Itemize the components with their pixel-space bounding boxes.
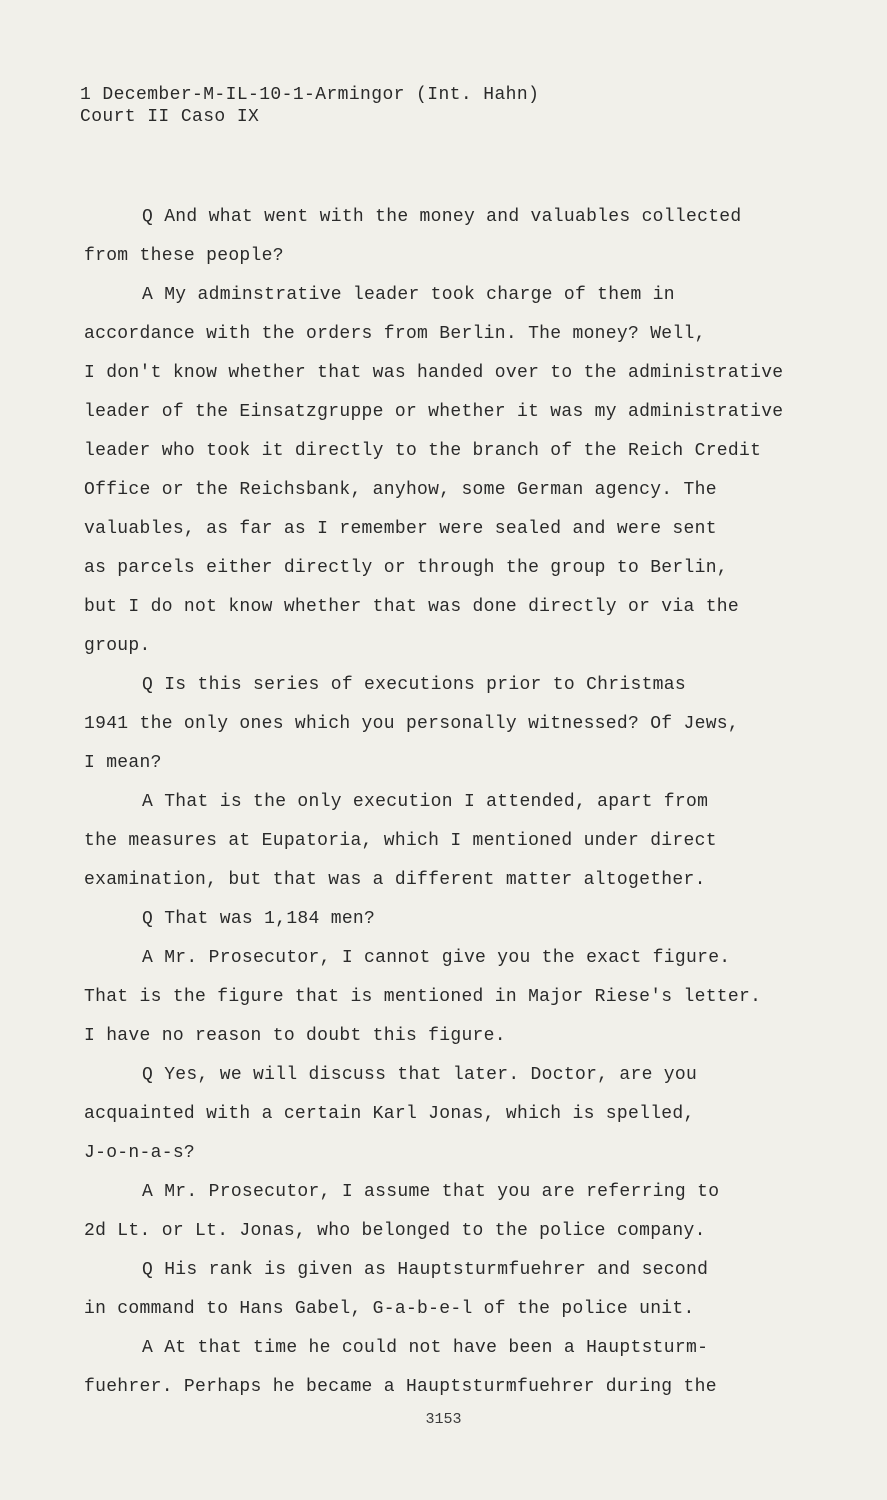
transcript-line: as parcels either directly or through the group to Berlin, — [84, 558, 728, 578]
transcript-line: in command to Hans Gabel, G-a-b-e-l of the police unit. — [84, 1299, 695, 1319]
transcript-line: the measures at Eupatoria, which I mentioned under direct — [84, 831, 717, 851]
transcript-line: A At that time he could not have been a Hauptsturm- — [142, 1338, 709, 1358]
transcript-line: fuehrer. Perhaps he became a Hauptsturmfuehrer during the — [84, 1377, 717, 1397]
transcript-line: A Mr. Prosecutor, I cannot give you the exact figure. — [142, 948, 731, 968]
transcript-line: Q And what went with the money and valuables collected — [142, 207, 742, 227]
transcript-line: A That is the only execution I attended, apart from — [142, 792, 709, 812]
transcript-line: examination, but that was a different matter altogether. — [84, 870, 706, 890]
transcript-line: leader who took it directly to the branch of the Reich Credit — [84, 441, 762, 461]
transcript-line: leader of the Einsatzgruppe or whether it was my administrative — [84, 402, 784, 422]
transcript-body — [84, 198, 784, 1407]
transcript-line: Q Yes, we will discuss that later. Doctor, are you — [142, 1065, 698, 1085]
transcript-line: valuables, as far as I remember were sealed and were sent — [84, 519, 717, 539]
transcript-line: I mean? — [84, 753, 162, 773]
transcript-line: I don't know whether that was handed over to the administrative — [84, 363, 784, 383]
transcript-line: Q That was 1,184 men? — [142, 909, 376, 929]
transcript-line: acquainted with a certain Karl Jonas, which is spelled, — [84, 1104, 695, 1124]
transcript-line: group. — [84, 636, 151, 656]
document-header — [80, 84, 539, 128]
transcript-line: A My adminstrative leader took charge of them in — [142, 285, 675, 305]
transcript-line: A Mr. Prosecutor, I assume that you are referring to — [142, 1182, 720, 1202]
transcript-line: 1941 the only ones which you personally witnessed? Of Jews, — [84, 714, 740, 734]
transcript-line: from these people? — [84, 246, 284, 266]
transcript-line: I have no reason to doubt this figure. — [84, 1026, 506, 1046]
transcript-line: Q Is this series of executions prior to Christmas — [142, 675, 686, 695]
header-court-line: Court II Caso IX — [80, 107, 260, 127]
page-number: 3153 — [425, 1411, 462, 1428]
transcript-line: Q His rank is given as Hauptsturmfuehrer and second — [142, 1260, 709, 1280]
transcript-line: Office or the Reichsbank, anyhow, some German agency. The — [84, 480, 717, 500]
transcript-line: 2d Lt. or Lt. Jonas, who belonged to the police company. — [84, 1221, 706, 1241]
transcript-line: That is the figure that is mentioned in Major Riese's letter. — [84, 987, 762, 1007]
transcript-line: accordance with the orders from Berlin. The money? Well, — [84, 324, 706, 344]
transcript-line: but I do not know whether that was done directly or via the — [84, 597, 740, 617]
header-date-line: 1 December-M-IL-10-1-Armingor (Int. Hahn) — [80, 85, 540, 105]
transcript-line: J-o-n-a-s? — [84, 1143, 196, 1163]
